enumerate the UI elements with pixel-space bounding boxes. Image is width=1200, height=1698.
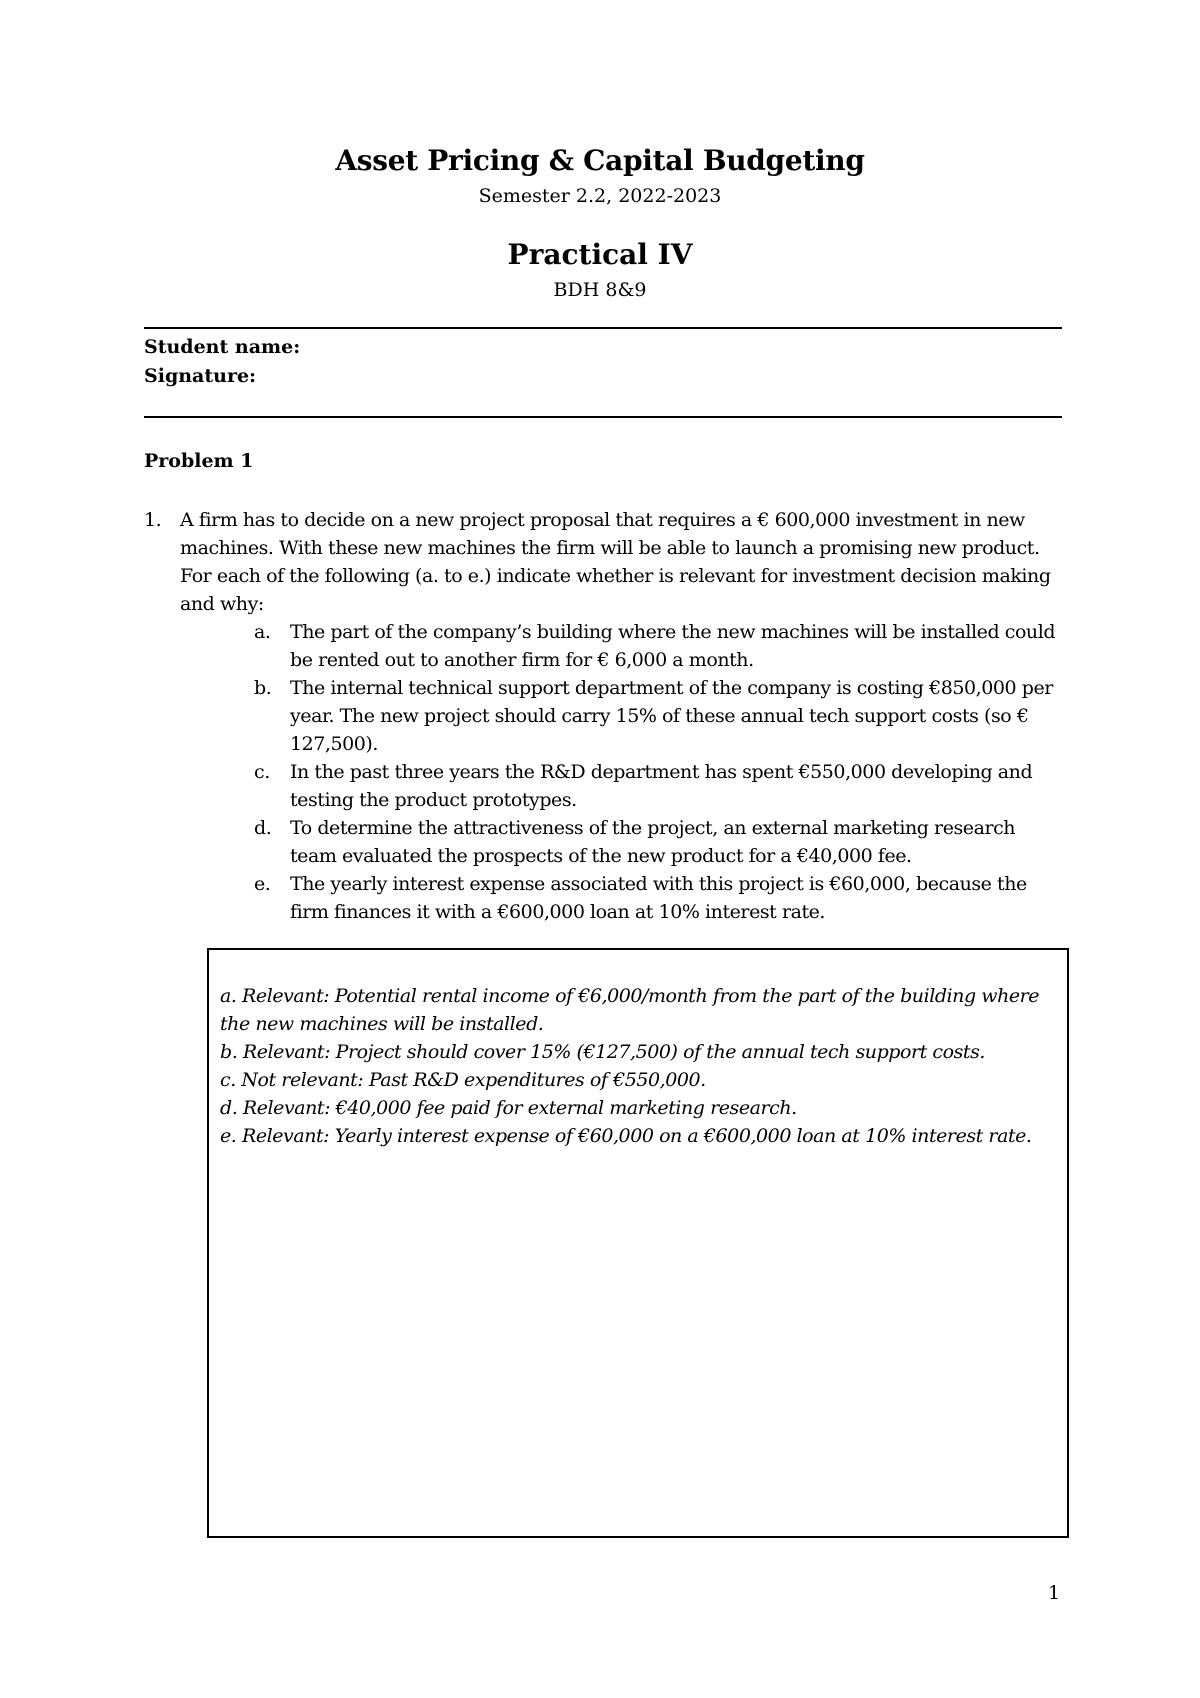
bottom-divider xyxy=(144,416,1062,418)
question-text: A firm has to decide on a new project proposal that requires a € 600,000 investment in new machines. With these new machines the firm will be able to launch a promising new product. For each of the following (a. to e.) indicate whether is relevant for investment decision making and why: xyxy=(180,509,1051,615)
sub-question-b xyxy=(144,674,1062,758)
sub-question-letter: a. xyxy=(254,621,271,643)
sub-question-a xyxy=(144,618,1062,674)
answer-text xyxy=(220,982,1050,1150)
page-number: 1 xyxy=(1048,1582,1061,1604)
signature-label: Signature: xyxy=(144,365,257,387)
sub-question-letter: d. xyxy=(254,817,272,839)
problem-heading: Problem 1 xyxy=(144,450,254,472)
semester-subtitle: Semester 2.2, 2022-2023 xyxy=(478,185,722,207)
sub-question-c xyxy=(144,758,1062,814)
answer-line-e: e. Relevant: Yearly interest expense of €60,000 on a €600,000 loan at 10% interest rate. xyxy=(220,1125,1032,1147)
question-number: 1. xyxy=(144,509,162,531)
answer-line-b: b. Relevant: Project should cover 15% (€127,500) of the annual tech support costs. xyxy=(220,1041,985,1063)
answer-box[interactable] xyxy=(207,948,1069,1538)
sub-question-text: The yearly interest expense associated with this project is €60,000, because the firm finances it with a €600,000 loan at 10% interest rate. xyxy=(290,873,1027,923)
practical-title: Practical IV xyxy=(507,238,693,271)
answer-line-a: a. Relevant: Potential rental income of €6,000/month from the part of the building where the new machines will be installed. xyxy=(220,985,1040,1035)
student-name-label: Student name: xyxy=(144,336,301,358)
sub-question-d xyxy=(144,814,1062,870)
sub-question-list xyxy=(144,618,1062,926)
sub-question-e xyxy=(144,870,1062,926)
document-title: Asset Pricing & Capital Budgeting xyxy=(335,144,865,177)
sub-question-text: The part of the company’s building where the new machines will be installed could be rented out to another firm for € 6,000 a month. xyxy=(290,621,1056,671)
group-subtitle: BDH 8&9 xyxy=(553,279,647,301)
top-divider xyxy=(144,327,1062,329)
question-block xyxy=(144,506,1062,926)
sub-question-letter: c. xyxy=(254,761,270,783)
sub-question-text: In the past three years the R&D department has spent €550,000 developing and testing the product prototypes. xyxy=(290,761,1033,811)
answer-line-d: d. Relevant: €40,000 fee paid for external marketing research. xyxy=(220,1097,797,1119)
sub-question-text: To determine the attractiveness of the project, an external marketing research team evaluated the prospects of the new product for a €40,000 fee. xyxy=(290,817,1016,867)
sub-question-letter: e. xyxy=(254,873,271,895)
sub-question-letter: b. xyxy=(254,677,272,699)
sub-question-text: The internal technical support department of the company is costing €850,000 per year. The new project should carry 15% of these annual tech support costs (so € 127,500). xyxy=(290,677,1053,755)
answer-line-c: c. Not relevant: Past R&D expenditures of €550,000. xyxy=(220,1069,706,1091)
